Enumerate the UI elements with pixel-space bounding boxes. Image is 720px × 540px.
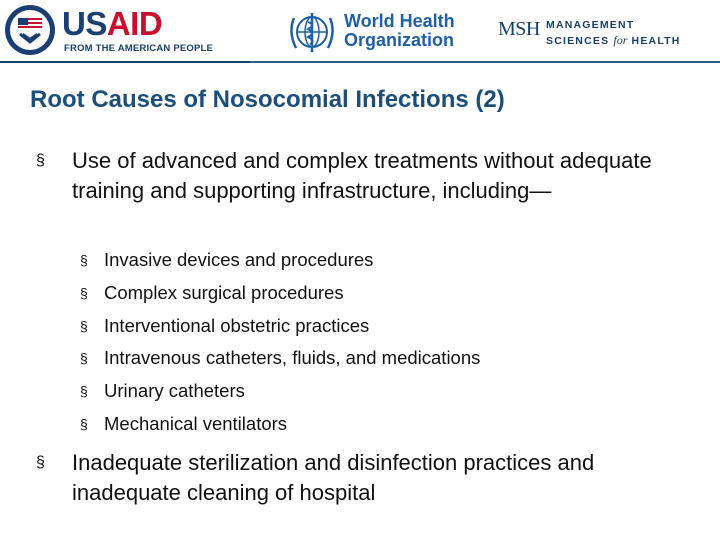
sub-bullet-item	[80, 413, 680, 435]
sub-bullet-item	[80, 282, 680, 304]
msh-wordmark: MANAGEMENT SCIENCES for HEALTH	[546, 19, 681, 47]
sub-bullet-text: Urinary catheters	[104, 380, 245, 401]
sub-bullet-marker-icon: §	[80, 252, 88, 268]
sub-bullet-marker-icon: §	[80, 350, 88, 366]
sub-bullet-text: Interventional obstetric practices	[104, 315, 370, 336]
msh-monogram: MSH	[498, 18, 540, 40]
bullet-marker-icon: §	[36, 454, 45, 471]
bullet-item	[36, 146, 686, 206]
sub-bullet-text: Invasive devices and procedures	[104, 249, 374, 270]
sub-bullet-marker-icon: §	[80, 318, 88, 334]
bullet-item	[36, 448, 676, 508]
sub-bullet-item	[80, 315, 680, 337]
sub-bullet-marker-icon: §	[80, 383, 88, 399]
sub-bullet-item	[80, 347, 680, 369]
sub-bullet-marker-icon: §	[80, 416, 88, 432]
sub-bullet-marker-icon: §	[80, 285, 88, 301]
sub-bullet-text: Complex surgical procedures	[104, 282, 344, 303]
sub-bullet-item	[80, 249, 680, 271]
usaid-tagline: FROM THE AMERICAN PEOPLE	[64, 43, 214, 54]
usaid-wordmark: USAID	[62, 5, 163, 42]
sub-bullet-text: Mechanical ventilators	[104, 413, 288, 434]
bullet-text: Inadequate sterilization and disinfection practices and inadequate cleaning of hospital	[72, 450, 595, 505]
who-wordmark: World Health Organization	[344, 11, 455, 50]
sub-bullet-item	[80, 380, 680, 402]
bullet-marker-icon: §	[36, 152, 45, 169]
sub-bullet-text: Intravenous catheters, fluids, and medications	[104, 347, 481, 368]
slide-title: Root Causes of Nosocomial Infections (2)	[30, 86, 505, 113]
bullet-text: Use of advanced and complex treatments without adequate training and supporting infrastructure, including—	[72, 148, 652, 203]
